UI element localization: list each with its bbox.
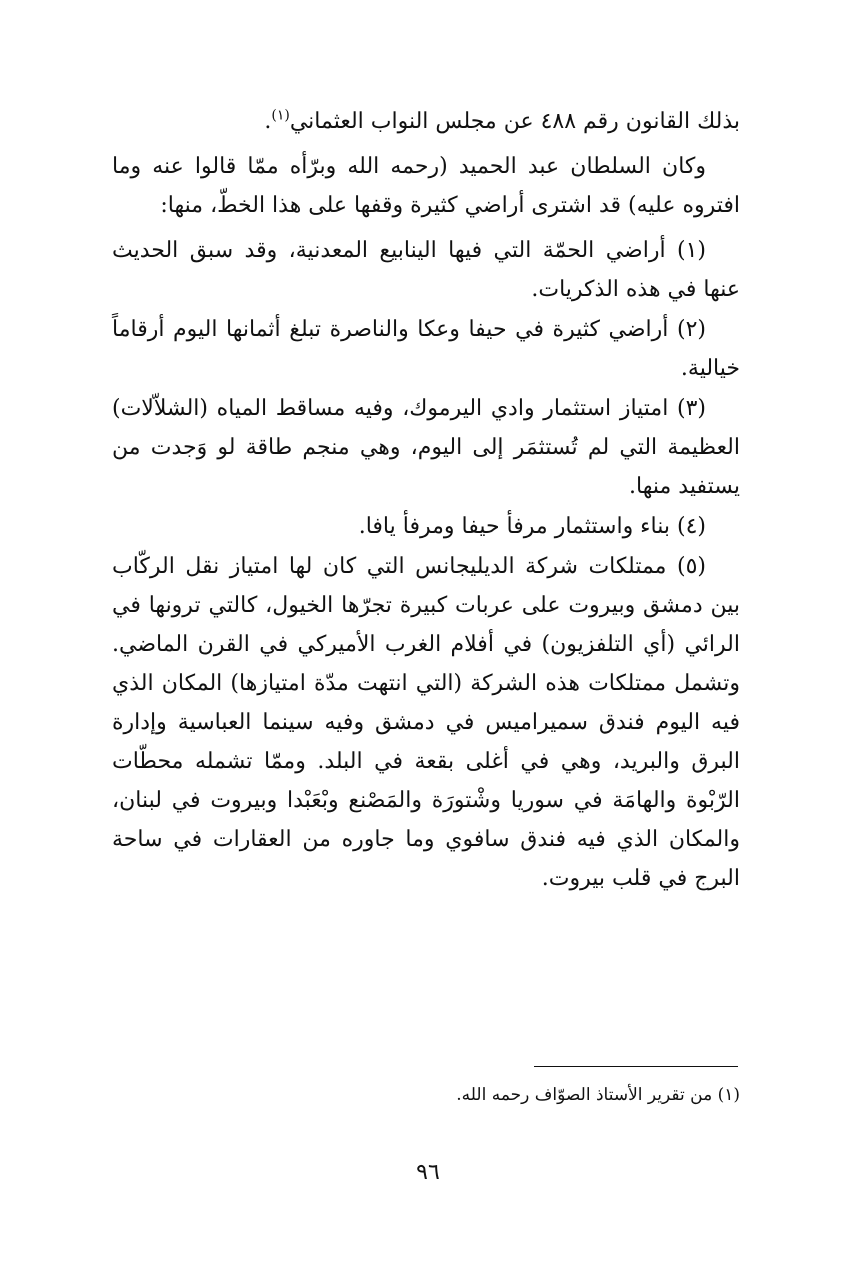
opening-text: بذلك القانون رقم ٤٨٨ عن مجلس النواب العثماني bbox=[289, 109, 740, 134]
list-item-4: (٤) بناء واستثمار مرفأ حيفا ومرفأ يافا. bbox=[358, 514, 706, 539]
main-text bbox=[112, 102, 740, 904]
paragraph-sultan: وكان السلطان عبد الحميد (رحمه الله وبرّأه ممّا قالوا عنه وما افتروه عليه) قد اشترى أراضي كثيرة وقفها على هذا الخطّ، منها: bbox=[112, 154, 740, 218]
page-number: ٩٦ bbox=[416, 1160, 440, 1185]
list-item-2: (٢) أراضي كثيرة في حيفا وعكا والناصرة تبلغ أثمانها اليوم أرقاماً خيالية. bbox=[112, 317, 740, 381]
footnote-divider bbox=[534, 1066, 738, 1067]
opening-end: . bbox=[264, 109, 272, 134]
list-item-5: (٥) ممتلكات شركة الديليجانس التي كان لها امتياز نقل الركّاب بين دمشق وبيروت على عربات كبيرة تجرّها الخيول، كالتي ترونها في الرائي (أي التلفزيون) في أفلام الغرب الأميركي في القرن الماضي. وتشمل ممتلكات هذه الشركة (التي انتهت مدّة امتيازها) المكان الذي فيه اليوم فندق سميراميس في دمشق وفيه سينما العباسية وإدارة البرق والبريد، وهي في أغلى بقعة في البلد. وممّا تشمله محطّات الرّبْوة والهامَة في سوريا وشْتورَة والمَصْنع وبْعَبْدا وبيروت في لبنان، والمكان الذي فيه فندق سافوي وما جاوره من العقارات في ساحة البرج في قلب بيروت. bbox=[112, 554, 740, 891]
footnote-reference: (١) bbox=[271, 107, 290, 124]
footnote: (١) من تقرير الأستاذ الصوّاف رحمه الله. bbox=[456, 1085, 740, 1105]
list-item-3: (٣) امتياز استثمار وادي اليرموك، وفيه مساقط المياه (الشلاّلات) العظيمة التي لم تُستثمَر إلى اليوم، وهي منجم طاقة لو وَجدت من يستفيد منها. bbox=[112, 396, 740, 499]
opening-line bbox=[112, 102, 740, 141]
list-item-1: (١) أراضي الحمّة التي فيها الينابيع المعدنية، وقد سبق الحديث عنها في هذه الذكريات. bbox=[112, 238, 740, 302]
